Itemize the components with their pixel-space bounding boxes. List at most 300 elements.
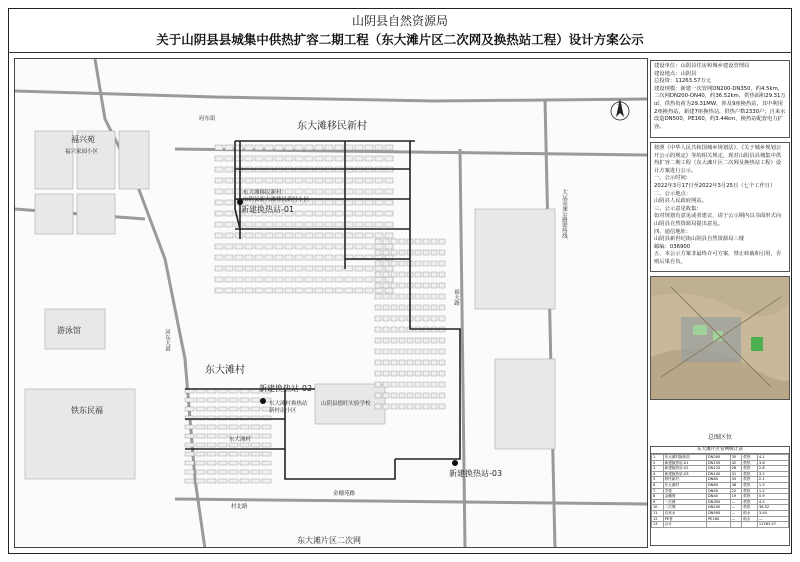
table-cell: 1.9 <box>757 482 788 488</box>
building-block <box>275 244 283 249</box>
table-cell: 12 <box>652 516 664 522</box>
building-block <box>345 211 353 216</box>
building-block <box>255 255 263 260</box>
building-block <box>240 443 249 447</box>
building-block <box>315 178 323 183</box>
table-cell: — <box>730 499 742 505</box>
building-block <box>439 360 445 365</box>
building-block <box>265 145 273 150</box>
building-block <box>391 294 397 299</box>
building-block <box>423 349 429 354</box>
building-block <box>275 255 283 260</box>
building-block <box>251 407 260 411</box>
notice-s4: 四、通信地址： <box>654 228 692 235</box>
building-block <box>295 211 303 216</box>
building-block <box>240 479 249 483</box>
label-swim: 游泳馆 <box>57 326 81 335</box>
building-block <box>215 255 223 260</box>
building-block <box>399 349 405 354</box>
building-block <box>185 425 194 429</box>
divider <box>8 52 792 53</box>
building-block <box>335 266 343 271</box>
building-block <box>375 250 381 255</box>
building-block <box>399 327 405 332</box>
building-block <box>383 305 389 310</box>
building-block <box>325 178 333 183</box>
table-cell: 28 <box>730 466 742 472</box>
building-block <box>229 452 238 456</box>
building-block <box>251 443 260 447</box>
building-block <box>399 360 405 365</box>
building-block <box>399 239 405 244</box>
building-block <box>245 277 253 282</box>
building-block <box>375 277 383 282</box>
building-block <box>235 288 243 293</box>
building-block <box>375 288 383 293</box>
building-block <box>335 178 343 183</box>
building-block <box>235 233 243 238</box>
building-block <box>225 167 233 172</box>
building-block <box>383 294 389 299</box>
building-block <box>185 470 194 474</box>
building-block <box>385 178 393 183</box>
building-block <box>295 233 303 238</box>
building-block <box>335 200 343 205</box>
building-block <box>185 479 194 483</box>
building-block <box>355 233 363 238</box>
building-block <box>423 250 429 255</box>
building-block <box>439 382 445 387</box>
label-station-01-sub2: 山阴县新大滩移民新村小区 <box>243 197 310 203</box>
building-block <box>385 266 393 271</box>
label-dongdatan: 东大滩村 <box>229 437 252 443</box>
building-block <box>439 283 445 288</box>
building-block <box>285 145 293 150</box>
building-block <box>391 338 397 343</box>
building-block <box>415 239 421 244</box>
table-cell: 2.1 <box>757 477 788 483</box>
building-block <box>225 277 233 282</box>
building-block <box>245 244 253 249</box>
table-cell: 自来水 <box>663 510 706 516</box>
building-block <box>229 407 238 411</box>
building-block <box>385 288 393 293</box>
building-block <box>383 261 389 266</box>
building-block <box>295 178 303 183</box>
label-hexi-rd: 河东大道 <box>164 329 170 351</box>
building-block <box>365 222 373 227</box>
table-cell: DN125 <box>707 466 731 472</box>
table-cell: PE管 <box>663 516 706 522</box>
building-block <box>345 277 353 282</box>
building-block <box>285 266 293 271</box>
building-block <box>245 266 253 271</box>
building-block <box>196 434 205 438</box>
building-block <box>255 277 263 282</box>
building-block <box>245 233 253 238</box>
building-block <box>439 349 445 354</box>
table-cell: 一次网 <box>663 499 706 505</box>
table-cell: 2 <box>652 460 664 466</box>
station-marker-02[interactable] <box>260 398 266 404</box>
building-block <box>251 479 260 483</box>
table-cell: 2.8 <box>757 466 788 472</box>
building-block <box>345 178 353 183</box>
table-cell: 供热 <box>742 499 758 505</box>
table-cell: 供热 <box>742 494 758 500</box>
building-block <box>196 398 205 402</box>
building-block <box>383 349 389 354</box>
building-block <box>385 211 393 216</box>
building-block <box>215 266 223 271</box>
building-block <box>218 398 227 402</box>
building-block <box>240 407 249 411</box>
building-block <box>196 461 205 465</box>
building-block <box>305 178 313 183</box>
table-cell: 35 <box>730 455 742 461</box>
building-block <box>305 145 313 150</box>
building-block <box>196 425 205 429</box>
building-block <box>439 316 445 321</box>
building-block <box>345 288 353 293</box>
table-cell: — <box>757 516 788 522</box>
building-block <box>295 145 303 150</box>
building-block <box>240 461 249 465</box>
building-block <box>196 479 205 483</box>
building-block <box>251 461 260 465</box>
building-block <box>240 425 249 429</box>
building-block <box>415 316 421 321</box>
building-block <box>295 244 303 249</box>
building-block <box>295 222 303 227</box>
building-block <box>225 189 233 194</box>
table-cell: PE160 <box>707 516 731 522</box>
building-block <box>383 382 389 387</box>
building-block <box>415 360 421 365</box>
building-block <box>391 371 397 376</box>
table-cell: 22 <box>730 488 742 494</box>
building-block <box>365 233 373 238</box>
building-block <box>285 288 293 293</box>
building-block <box>215 167 223 172</box>
building-block <box>251 398 260 402</box>
building-block <box>275 277 283 282</box>
north-label: 北 <box>617 101 623 107</box>
building-block <box>285 255 293 260</box>
building-block <box>385 233 393 238</box>
table-cell: 供热 <box>742 455 758 461</box>
notice-s4p: 邮编：036900 <box>654 243 691 250</box>
building-block <box>345 156 353 161</box>
table-cell: DN350 <box>707 499 731 505</box>
table-cell: 38 <box>730 482 742 488</box>
building-block <box>391 316 397 321</box>
building-block <box>245 178 253 183</box>
building-block <box>265 266 273 271</box>
building-block <box>375 211 383 216</box>
building-block <box>423 338 429 343</box>
notice-s4v: 山阴县新世纪街山阴县自然资源局三楼 <box>654 236 745 243</box>
table-cell: 4.1 <box>757 455 788 461</box>
building-block <box>196 443 205 447</box>
table-cell: 供热 <box>742 482 758 488</box>
building-block <box>255 288 263 293</box>
building-block <box>385 189 393 194</box>
building-block <box>365 244 373 249</box>
building-block <box>265 222 273 227</box>
building-block <box>185 452 194 456</box>
building-block <box>383 404 389 409</box>
building-block <box>431 305 437 310</box>
building-block <box>262 425 271 429</box>
building-block <box>335 156 343 161</box>
building-block <box>255 145 263 150</box>
building-block <box>255 156 263 161</box>
building-block <box>431 360 437 365</box>
table-cell: 3.44 <box>757 510 788 516</box>
label-school: 山阴县德旺实验学校 <box>321 401 371 407</box>
building-block <box>415 283 421 288</box>
building-block <box>275 233 283 238</box>
building-block <box>431 382 437 387</box>
building-block <box>218 452 227 456</box>
building-block <box>391 283 397 288</box>
site-map <box>14 58 648 548</box>
building-block <box>215 277 223 282</box>
table-cell: 学校 <box>663 488 706 494</box>
building-block <box>385 145 393 150</box>
location-map <box>650 276 790 400</box>
table-cell: 3 <box>652 466 664 472</box>
building-block <box>375 233 383 238</box>
table-cell: 供热 <box>742 477 758 483</box>
building-block <box>407 371 413 376</box>
building-block <box>391 327 397 332</box>
building-block <box>383 316 389 321</box>
building-block <box>399 404 405 409</box>
table-cell: 二次网 <box>663 505 706 511</box>
building-block <box>315 145 323 150</box>
table-cell: 1 <box>652 455 664 461</box>
building-block <box>295 288 303 293</box>
building-block <box>399 338 405 343</box>
building-block <box>295 266 303 271</box>
building-block <box>385 156 393 161</box>
table-cell: 7 <box>652 488 664 494</box>
building-block <box>407 360 413 365</box>
building-block <box>325 189 333 194</box>
building-block <box>255 178 263 183</box>
table-cell: 1.2 <box>757 488 788 494</box>
building-block <box>439 250 445 255</box>
building-block <box>196 452 205 456</box>
building-block <box>355 156 363 161</box>
building-block <box>251 452 260 456</box>
building-block <box>375 189 383 194</box>
table-cell: 金穗苑 <box>663 494 706 500</box>
building-block <box>275 288 283 293</box>
building-block <box>275 156 283 161</box>
building-block <box>345 200 353 205</box>
building-block <box>365 178 373 183</box>
building-block <box>229 443 238 447</box>
building-block <box>415 338 421 343</box>
table-cell: 给水 <box>742 510 758 516</box>
label-station-02-sub2: 新村南小区 <box>269 408 297 414</box>
building-block <box>275 178 283 183</box>
building-block <box>431 250 437 255</box>
building-block <box>225 266 233 271</box>
building-block <box>275 266 283 271</box>
building-block <box>355 266 363 271</box>
building-block <box>325 156 333 161</box>
sidebar <box>650 60 790 546</box>
building-block <box>315 189 323 194</box>
table-cell: DN100 <box>707 471 731 477</box>
building-block <box>225 233 233 238</box>
building-block <box>325 145 333 150</box>
building-block <box>415 272 421 277</box>
building-block <box>407 404 413 409</box>
building-block <box>315 266 323 271</box>
building-block <box>375 178 383 183</box>
building-block <box>265 178 273 183</box>
building-block <box>345 222 353 227</box>
building-block <box>218 434 227 438</box>
building-block <box>439 261 445 266</box>
building-block <box>207 479 216 483</box>
building-block <box>415 261 421 266</box>
building-block <box>265 233 273 238</box>
label-fuxingyuan-sub: 福兴家园小区 <box>65 149 99 155</box>
building-block <box>265 244 273 249</box>
building-block <box>240 398 249 402</box>
station-marker-03[interactable] <box>452 460 458 466</box>
building-block <box>439 272 445 277</box>
building-block <box>385 277 393 282</box>
building-block <box>215 189 223 194</box>
building-block <box>305 288 313 293</box>
building-block <box>315 277 323 282</box>
building-block <box>229 425 238 429</box>
building-block <box>207 470 216 474</box>
building-block <box>375 200 383 205</box>
table-cell: 新建换热站-01 <box>663 460 706 466</box>
building-block <box>225 211 233 216</box>
building-block <box>265 156 273 161</box>
building-block <box>423 404 429 409</box>
building-block <box>415 349 421 354</box>
building-block <box>391 272 397 277</box>
building-block <box>245 222 253 227</box>
building-block <box>431 349 437 354</box>
building-block <box>335 222 343 227</box>
building-block <box>265 255 273 260</box>
building-block <box>415 382 421 387</box>
building-block <box>207 434 216 438</box>
building-block <box>399 294 405 299</box>
building-block <box>375 360 381 365</box>
building-block <box>423 294 429 299</box>
building-block <box>215 233 223 238</box>
building-block <box>295 189 303 194</box>
table-cell: 45 <box>730 477 742 483</box>
building-block <box>423 393 429 398</box>
building-block <box>423 261 429 266</box>
building-block <box>325 255 333 260</box>
building-block <box>315 255 323 260</box>
building-block <box>295 156 303 161</box>
building-block <box>225 244 233 249</box>
building-block <box>375 239 381 244</box>
label-tiedong: 铁东民福 <box>71 406 103 415</box>
building-block <box>375 145 383 150</box>
building-block <box>375 371 381 376</box>
building-block <box>225 178 233 183</box>
building-block <box>383 272 389 277</box>
building-block <box>355 178 363 183</box>
building-block <box>375 404 381 409</box>
notice-s5: 五、本公示方案非最终许可方案，禁止转载和引用，否则后果自负。 <box>654 251 782 265</box>
building-block <box>399 393 405 398</box>
table-row <box>652 505 789 511</box>
building-block <box>407 382 413 387</box>
building-block <box>305 266 313 271</box>
building-block <box>355 277 363 282</box>
notice-text: 按照《中华人民共和国城乡规划法》、《关于城乡规划公开公示的规定》等的相关规定，现对山阴县县城集中供热扩容二期工程（东大滩片区二次网及换热站工程）设计方案进行公示。 <box>654 145 782 174</box>
building-block <box>251 434 260 438</box>
label-station-02: 新建换热站-02 <box>259 384 313 393</box>
building-block <box>225 145 233 150</box>
building-block <box>262 452 271 456</box>
info-line-1: 建设单位：山阴县住房和城乡建设管理局 <box>654 63 750 69</box>
table-cell: 东大滩村 <box>663 482 706 488</box>
building-block <box>315 288 323 293</box>
building-block <box>423 239 429 244</box>
building-block <box>439 294 445 299</box>
notice-s2v: 山阴县人民政府网站。 <box>654 198 707 205</box>
info-line-2: 建设地点：山阴县 <box>654 70 697 77</box>
building-block <box>407 349 413 354</box>
building-block <box>439 404 445 409</box>
building-block <box>365 277 373 282</box>
building-block <box>383 360 389 365</box>
building-block <box>218 443 227 447</box>
building-block <box>185 407 194 411</box>
table-cell: DN200 <box>707 455 731 461</box>
building-block <box>262 479 271 483</box>
building-block <box>229 398 238 402</box>
agency-title: 山阴县自然资源局 <box>351 14 448 28</box>
building-block <box>251 425 260 429</box>
building-block <box>229 461 238 465</box>
building-block <box>305 189 313 194</box>
building-block <box>235 189 243 194</box>
building-block <box>325 277 333 282</box>
building-block <box>431 404 437 409</box>
building-block <box>391 349 397 354</box>
project-info-panel <box>650 60 790 138</box>
building-block <box>415 393 421 398</box>
building-block <box>325 266 333 271</box>
building-block <box>365 145 373 150</box>
building-block <box>215 178 223 183</box>
building-block <box>285 189 293 194</box>
building-block <box>423 283 429 288</box>
table-cell: 42 <box>730 460 742 466</box>
building-block <box>355 211 363 216</box>
building-block <box>285 244 293 249</box>
